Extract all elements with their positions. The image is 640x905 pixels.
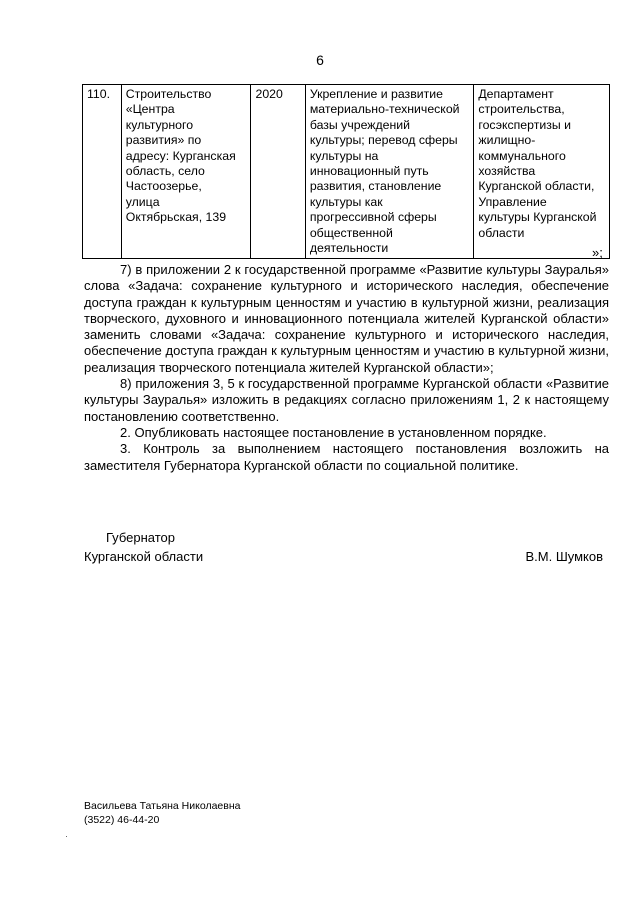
page-number: 6 bbox=[316, 52, 324, 68]
table-row bbox=[83, 85, 610, 259]
year: 2020 bbox=[251, 85, 305, 259]
program-table bbox=[82, 84, 610, 259]
signatory-region: Курганской области bbox=[84, 549, 204, 564]
executor-phone: (3522) 46-44-20 bbox=[84, 814, 160, 826]
responsible: Департамент строительства, госэкспертизы и жилищно- коммунального хозяйства Курганской области, Управление культуры Курганской области bbox=[474, 85, 610, 259]
row-number: 110. bbox=[83, 85, 122, 259]
executor-name: Васильева Татьяна Николаевна bbox=[84, 800, 241, 812]
goal: Укрепление и развитие материально-технической базы учреждений культуры; перевод сферы культуры на инновационный путь развития, становление культуры как прогрессивной сферы общественной деятельности bbox=[305, 85, 474, 259]
object-name: Строительство «Центра культурного развития» по адресу: Курганская область, село Частоозерье, улица Октябрьская, 139 bbox=[121, 85, 251, 259]
scan-speck bbox=[66, 836, 67, 837]
body-text bbox=[84, 262, 609, 474]
signature-block bbox=[84, 528, 609, 566]
signatory-title: Губернатор bbox=[106, 530, 175, 545]
paragraph-7: 7) в приложении 2 к государственной программе «Развитие культуры Зауралья» слова «Задача: сохранение культурного и исторического наследия, обеспечение доступа граждан к культурным ценностям и участию в культурной жизни, реализация творческого, духовного и инновационного потенциала жителей Курганской области» заменить словами «Задача: сохранение культурного и исторического наследия, обеспечение доступа граждан к культурным ценностям и участию в культурной жизни, реализация творческого потенциала жителей Курганской области»; bbox=[84, 262, 609, 375]
paragraph-8: 8) приложения 3, 5 к государственной программе Курганской области «Развитие культуры Зауралья» изложить в редакциях согласно приложениям 1, 2 к настоящему постановлению соответственно. bbox=[84, 376, 609, 424]
paragraph-3: 3. Контроль за выполнением настоящего постановления возложить на заместителя Губернатора Курганской области по социальной политике. bbox=[84, 441, 609, 473]
signatory-name: В.М. Шумков bbox=[525, 549, 603, 564]
closing-quote: »; bbox=[592, 245, 603, 260]
paragraph-2: 2. Опубликовать настоящее постановление в установленном порядке. bbox=[120, 424, 547, 440]
executor-footer bbox=[84, 799, 240, 827]
